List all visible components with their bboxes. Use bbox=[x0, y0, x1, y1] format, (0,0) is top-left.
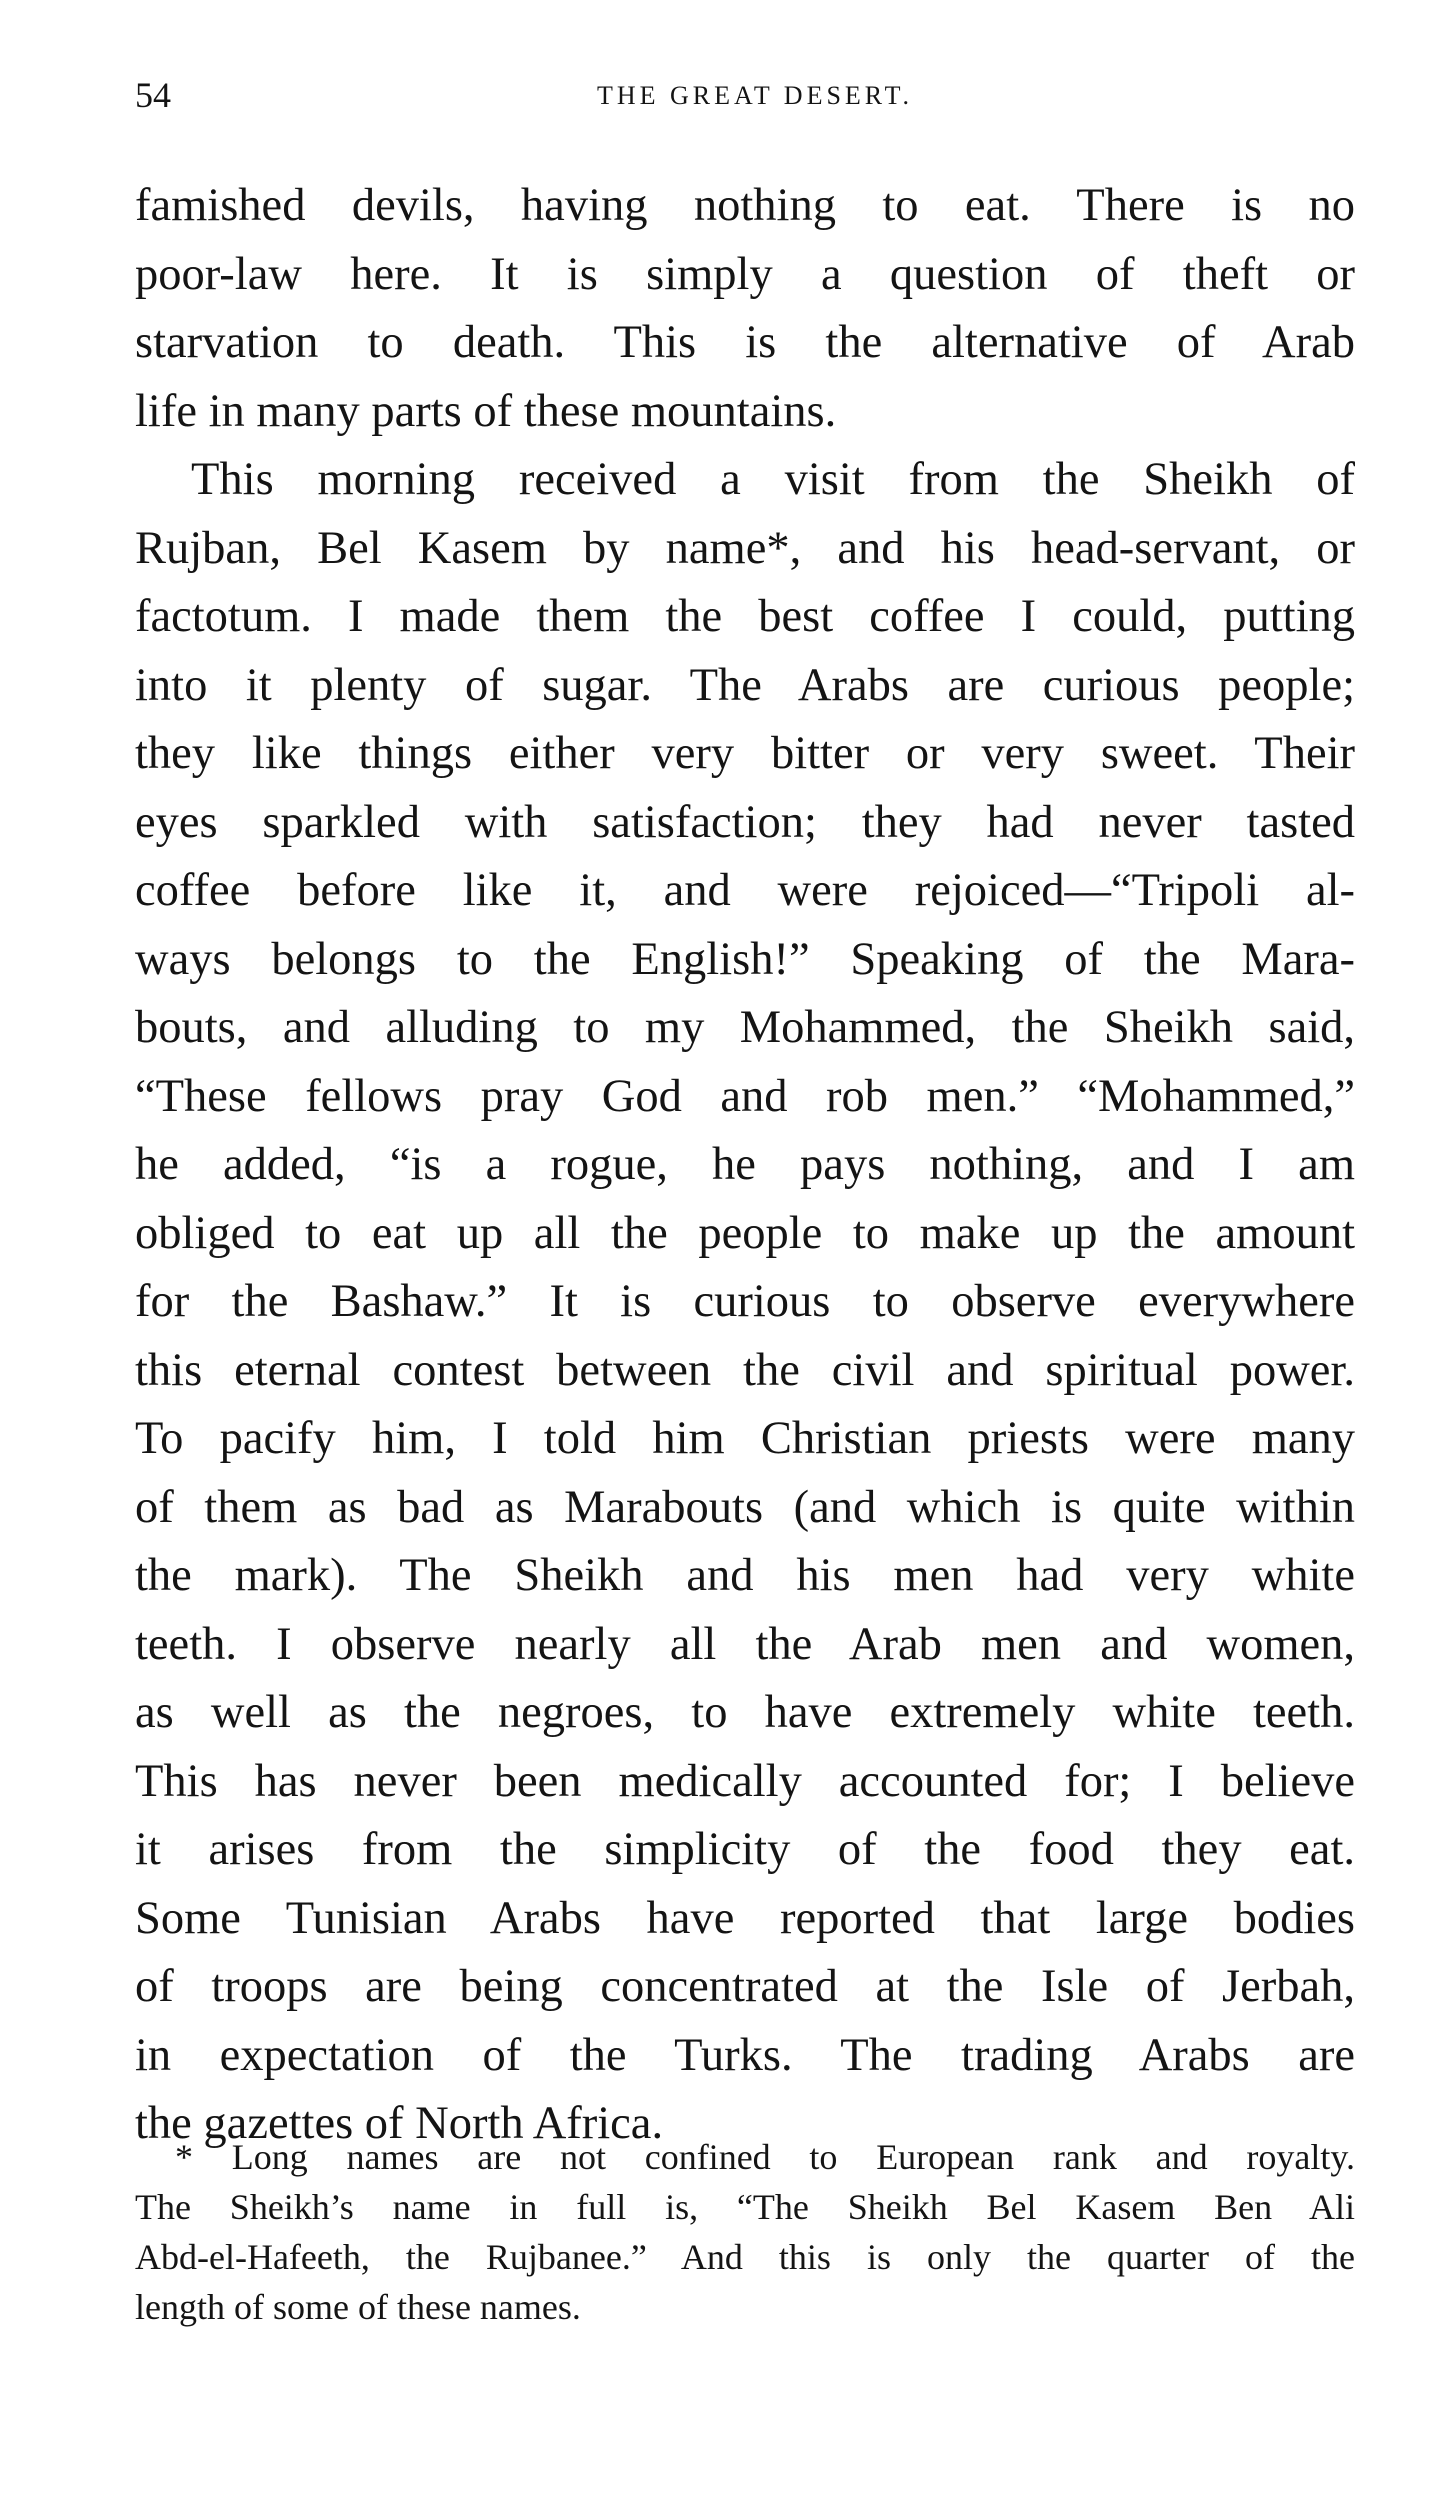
text-line: eyes sparkled with satisfaction; they had never tasted bbox=[135, 796, 1355, 848]
footnote-line: The Sheikh’s name in full is, “The Sheikh Bel Kasem Ben Ali bbox=[135, 2187, 1355, 2227]
text-line: for the Bashaw.” It is curious to observe everywhere bbox=[135, 1276, 1355, 1327]
text-line: This morning received a visit from the Sheikh of bbox=[191, 454, 1355, 505]
text-line: life in many parts of these mountains. bbox=[135, 385, 837, 437]
text-line: poor-law here. It is simply a question of theft or bbox=[135, 248, 1355, 300]
text-line: in expectation of the Turks. The trading Arabs are bbox=[135, 2029, 1355, 2081]
footnote-line: Abd-el-Hafeeth, the Rujbanee.” And this is only the quarter of the bbox=[135, 2237, 1355, 2277]
text-line: bouts, and alluding to my Mohammed, the Sheikh said, bbox=[135, 1002, 1355, 1053]
running-title: THE GREAT DESERT. bbox=[596, 81, 914, 110]
text-line: Some Tunisian Arabs have reported that large bodies bbox=[135, 1892, 1355, 1944]
page-header bbox=[135, 70, 1355, 120]
text-line: ways belongs to the English!” Speaking of the Mara- bbox=[135, 933, 1355, 985]
text-line: To pacify him, I told him Christian priests were many bbox=[135, 1413, 1355, 1464]
text-line: of troops are being concentrated at the Isle of Jerbah, bbox=[135, 1961, 1355, 2012]
footnote bbox=[135, 2132, 1355, 2332]
text-line: this eternal contest between the civil and spiritual power. bbox=[135, 1344, 1355, 1396]
footnote-line: length of some of these names. bbox=[135, 2287, 581, 2327]
text-line: starvation to death. This is the alternative of Arab bbox=[135, 317, 1355, 368]
text-line: This has never been medically accounted for; I believe bbox=[135, 1755, 1355, 1807]
text-line: Rujban, Bel Kasem by name*, and his head-servant, or bbox=[135, 522, 1355, 574]
text-line: “These fellows pray God and rob men.” “Mohammed,” bbox=[135, 1070, 1355, 1122]
text-line: he added, “is a rogue, he pays nothing, and I am bbox=[135, 1139, 1355, 1190]
text-line: into it plenty of sugar. The Arabs are curious people; bbox=[135, 659, 1355, 711]
text-line: coffee before like it, and were rejoiced—“Tripoli al- bbox=[135, 865, 1355, 916]
footnote-line: * Long names are not confined to European rank and royalty. bbox=[175, 2137, 1355, 2177]
text-line: famished devils, having nothing to eat. There is no bbox=[135, 180, 1355, 231]
text-line: obliged to eat up all the people to make up the amount bbox=[135, 1207, 1355, 1259]
body-text bbox=[135, 172, 1355, 2159]
text-line: it arises from the simplicity of the food they eat. bbox=[135, 1824, 1355, 1875]
text-line: of them as bad as Marabouts (and which is quite within bbox=[135, 1481, 1355, 1533]
text-line: the gazettes of North Africa. bbox=[135, 2098, 664, 2149]
text-line: they like things either very bitter or very sweet. Their bbox=[135, 728, 1355, 779]
text-line: the mark). The Sheikh and his men had very white bbox=[135, 1550, 1355, 1601]
text-line: as well as the negroes, to have extremely white teeth. bbox=[135, 1687, 1355, 1738]
text-line: teeth. I observe nearly all the Arab men and women, bbox=[135, 1618, 1355, 1670]
text-line: factotum. I made them the best coffee I could, putting bbox=[135, 591, 1355, 642]
page-number: 54 bbox=[135, 75, 171, 115]
